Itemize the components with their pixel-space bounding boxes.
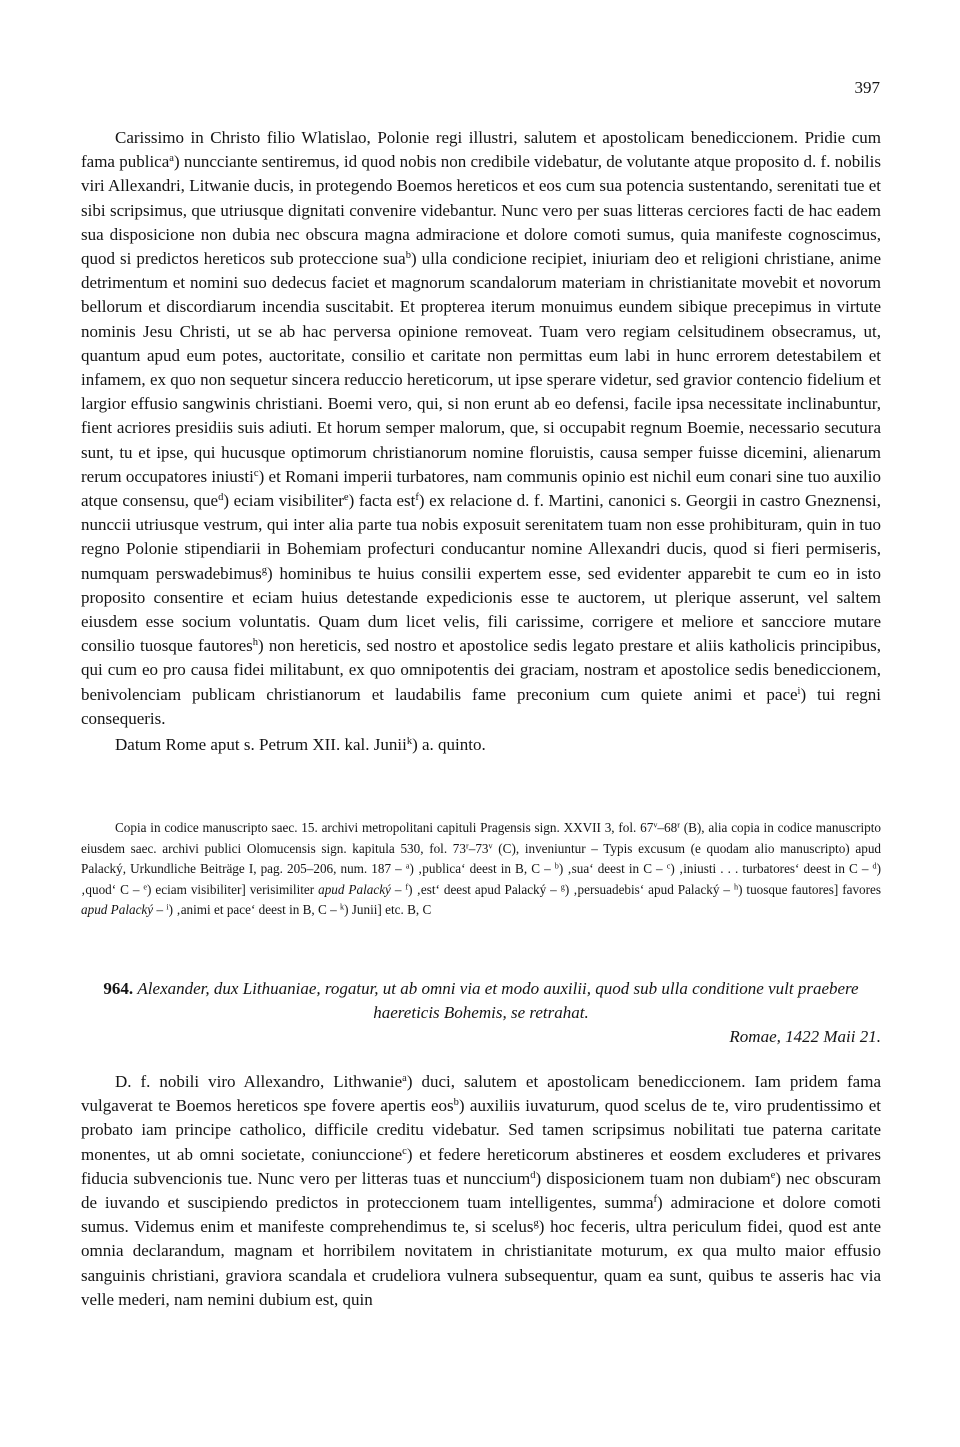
footnote-marker: a [169, 153, 174, 165]
footnote-marker: d [872, 861, 877, 871]
footnote-marker: e [343, 492, 349, 504]
footnote-marker: h [252, 637, 259, 649]
footnote-marker: b [405, 250, 411, 262]
footnote-marker: k [340, 902, 345, 912]
letter-paragraph: Carissimo in Christo filio Wlatislao, Polonie regi illustri, salutem et apostolicam benediccionem. Pridie cum fama publica$^a$) nuncciante sentiremus, id quod nobis non credibile videbatur, de volutante atque proposito d. f. nobilis viri Allexandri, Litwanie ducis, in protegendo Boemos hereticos et eos cum sua potencia sustentando, serenitati tue et sibi scripsimus, que utriusque dignitati convenire videbantur. Nunc vero per suas litteras cerciores facti de hac eadem sua disposicione non dubia nec obscura magna admiracione et dolore comoti sumus, quia manifeste cognoscimus, quod si predictos hereticos sub proteccione sua$^b$) ulla condicione recipiet, iniuriam deo et religioni christiane, anime detrimentum et nomini suo dedecus faciet et magnorum scandalorum materiam in christianitate movebit et novorum bellorum et discordiarum incendia suscitabit. Et propterea iterum monuimus eundem sibique precepimus in virtute nominis Jesu Christi, ut se ab hac perversa opinione removeat. Tuam vero regiam celsitudinem obsecramus, ut, quantum apud eum potes, auctoritate, consilio et caritate non permittas eum labi in hunc errorem detestabilem et infamem, ex quo non sequetur sincera reduccio hereticorum, ut ipse sperare videtur, sed gravior contencio fidelium et largior effusio sangwinis christiani. Boemi vero, qui, si non erunt ab eo defensi, facile ipsa necessitate inclinabuntur, fient acriores presidiis suis adiuti. Et horum semper malorum, que, si occupabit regnum Boemie, necessario secutura sunt, tu et ipse, qui hucusque optimorum christianorum nomine floruistis, causa semper fuisse dicemini, alienarum rerum occupatores iniusti$^c$) et Romani imperii turbatores, nam communis opinio est nichil eum conari sine tuo auxilio atque consensu, que$^d$) eciam visibiliter$^e$) facta est$^f$) ex relacione d. f. Martini, canonici s. Georgii in castro Gneznensi, nunccii utriusque vestrum, qui inter alia parte tua nobis exposuit serenitatem tuam non esse prohibituram, quin in tuo regno Polonie stipendiarii in Bohemiam profecturi conducantur nomine Allexandri ducis, quod si fieri permiseris, numquam perswadebimus$^g$) hominibus te huius consilii expertem esse, sed evidenter apparebit te cum eo in isto proposito consentire et eciam huius detestande expedicionis esse te auctorem, ut plerique asserunt, vel saltem eiusdem esse socium voluntatis. Quam dum licet velis, fili carissime, corrigere et meliore et sancciore mutare consilio tuosque fautores$^h$) non hereticis, sed nostro et apostolice sedis legato prestare et aliis katholicis principibus, qui cum eo pro causa fidei militabunt, ex quo omnipotentis dei graciam, nostram et apostolice sedis benediccionem, benivolenciam publicam christianorum et laudabilis fame preconium cum quiete animi et pace$^i$) tui regni consequeris. [81, 128, 882, 728]
critical-apparatus [81, 818, 881, 921]
italic-text: apud Palacký [318, 881, 391, 897]
letter-2-paragraph: D. f. nobili viro Allexandro, Lithwanie$^a$) duci, salutem et apostolicam benediccionem. Iam pridem fama vulgaverat te Boemos hereticos spe fovere apertis eos$^b$) auxiliis iuvaturum, quod scelus de te, viro prudentissimo et probato iam principe catholico, difficile creditu videbatur. Sed tamen scripsimus nobilitati tue paterna caritate monentes, ut ab omni societate, coniunccione$^c$) et federe hereticorum abstineres et eosdem excluderes et privares fiducia subvencionis tue. Nunc vero per litteras tuas et nunccium$^d$) disposicionem tuam non dubiam$^e$) nec obscuram de iuvando et suscipiendo predictos in proteccionem tuam intelligentes, summa$^f$) admiracione et dolore comoti sumus. Videmus enim et manifeste comprehendimus te, si scelus$^g$) hoc feceris, ultra periculum fidei, quod est ante omnia declarandum, magnam et horribilem novitatem in christianitate moturum, ex qua multo maior effusio sanguinis christiani, graviora scandala et crudeliora vulnera subsequentur, quam ea sunt, quibus te asseris hac via velle mederi, nam nemini dubium est, quin [81, 1072, 882, 1309]
footnote-marker: c [666, 861, 671, 871]
document-number: 964. [103, 979, 134, 998]
letter-dating-clause: Datum Rome aput s. Petrum XII. kal. Junii$^k$) a. quinto. [115, 735, 486, 755]
footnote-marker: h [733, 882, 739, 892]
letter-body [81, 126, 881, 757]
footnote-marker: d [218, 492, 224, 504]
footnote-marker: f [415, 492, 419, 504]
footnote-marker: a [405, 861, 410, 871]
footnote-marker: c [253, 468, 259, 480]
footnote-marker: e [770, 1170, 776, 1182]
footnote-marker: i [166, 902, 169, 912]
footnote-marker: c [402, 1145, 407, 1157]
footnote-marker: b [554, 861, 559, 871]
footnote-marker: v [653, 820, 658, 830]
page-number: 397 [854, 78, 880, 97]
letter-2-body [81, 1070, 881, 1312]
footnote-marker: i [797, 685, 801, 697]
footnote-marker: f [405, 882, 409, 892]
footnote-marker: e [143, 882, 148, 892]
footnote-marker: b [453, 1097, 459, 1109]
footnote-marker: g [533, 1218, 539, 1230]
document-title-block [81, 977, 881, 1025]
footnote-marker: r [466, 841, 469, 851]
document-title: Alexander, dux Lithuaniae, rogatur, ut ab omni via et modo auxilii, quod sub ulla conditione vult praebere haereticis Bohemis, se retrahat. [137, 979, 859, 1022]
footnote-marker: g [261, 564, 267, 576]
footnote-marker: d [530, 1170, 536, 1182]
footnote-marker: f [653, 1194, 658, 1206]
footnote-marker: r [677, 820, 680, 830]
footnote-marker: a [402, 1073, 407, 1085]
document-place-date: Romae, 1422 Maii 21. [729, 1027, 881, 1046]
footnote-marker: v [488, 841, 493, 851]
italic-text: apud Palacký [81, 902, 154, 918]
footnote-paragraph: Copia in codice manuscripto saec. 15. archivi metropolitani capituli Pragensis sign. XXVII 3, fol. 67$^v$–68$^r$ (B), alia copia in codice manuscripto eiusdem saec. archivi publici Olomucensis sign. kapitula 530, fol. 73$^r$–73$^v$ (C), inveniuntur – Typis excusum (e quodam alio manuscripto) apud Palacký, Urkundliche Beiträge I, pag. 205–206, num. 187 – $^a$) ‚publica‘ deest in B, C – $^b$) ‚sua‘ deest in C – $^c$) ‚iniusti . . . turbatores‘ deest in C – $^d$) ‚quod‘ C – $^e$) eciam visibiliter] verisimiliter apud Palacký – $^f$) ‚est‘ deest apud Palacký – $^g$) ‚persuadebis‘ apud Palacký – $^h$) tuosque fautores] favores apud Palacký – $^i$) ‚animi et pace‘ deest in B, C – $^k$) Junii] etc. B, C [81, 820, 882, 918]
document-heading [81, 977, 881, 1049]
footnote-marker: k [406, 736, 413, 748]
footnote-marker: g [560, 882, 565, 892]
